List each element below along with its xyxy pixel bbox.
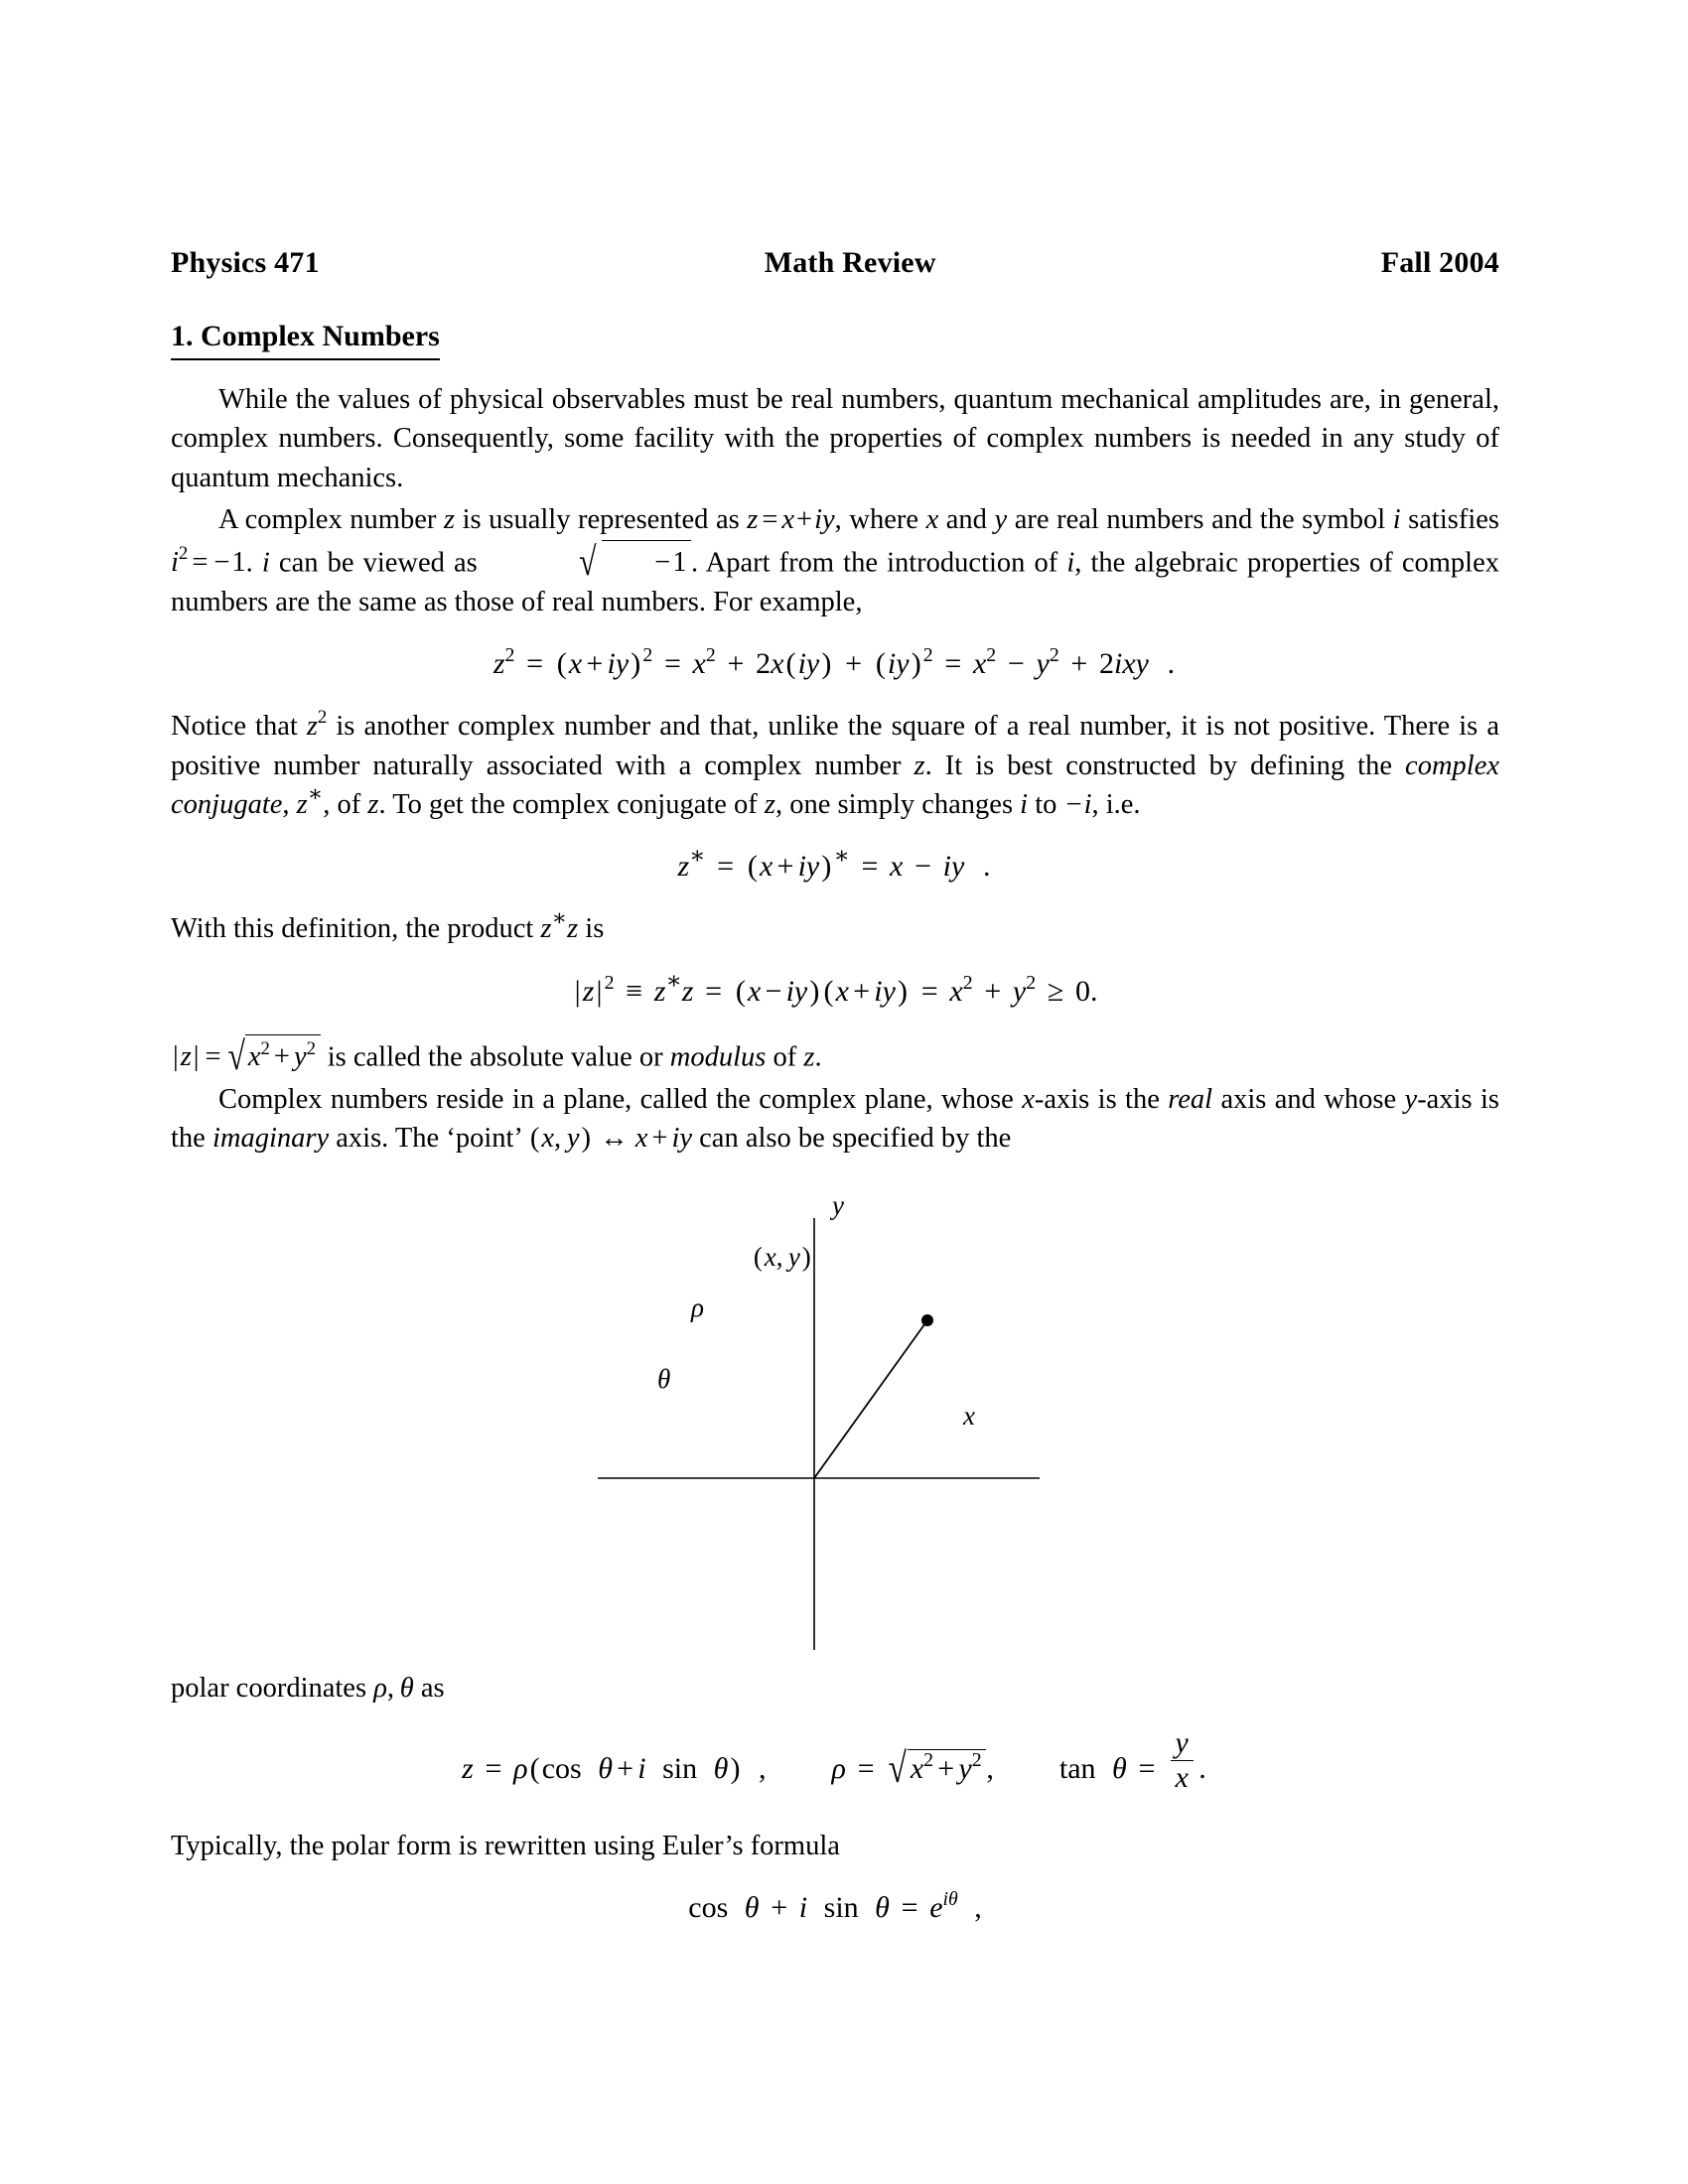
text-run: , i.e. — [1091, 789, 1141, 821]
paragraph-intro: While the values of physical observables must be real numbers, quantum mechanical amplitudes are, in general, complex numbers. Consequently, some facility with the properties of complex numbers is needed in any study of quantum mechanics. — [171, 384, 1499, 493]
math-i: i — [1392, 504, 1401, 536]
figure-complex-plane — [171, 1188, 1499, 1655]
text-run: and — [938, 504, 995, 536]
text-run: is another complex number and that, unlike the square of a real number, it is not positive. There is a positive number naturally associated with a complex number — [171, 711, 1499, 781]
section-heading: 1. Complex Numbers — [171, 320, 440, 360]
term-imaginary: imaginary — [211, 1123, 330, 1155]
radius-ray — [814, 1320, 927, 1478]
text-run: , where — [834, 504, 926, 536]
exponent-i-theta: iθ — [942, 1888, 958, 1911]
text-run: is — [578, 913, 605, 945]
complex-plane-diagram — [171, 1188, 1499, 1655]
math-sqrt-x2-plus-y2: √ $x^2 + y^2$ — [225, 1034, 321, 1077]
math-z: z — [443, 504, 455, 536]
page-content — [171, 246, 1499, 1951]
math-z: z — [764, 789, 775, 821]
text-run: . — [245, 547, 262, 579]
paragraph-euler: Typically, the polar form is rewritten using Euler’s formula — [171, 1830, 840, 1861]
course-name: Physics 471 — [171, 246, 320, 279]
text-run: , — [282, 789, 297, 821]
term-label: Fall 2004 — [1380, 246, 1499, 279]
equation-polar-form: z = ρ(cos θ + i sin θ) , ρ = √ $x^2 + y^2$ , tan θ = $\frac{y}{x}$ . — [462, 1725, 1206, 1794]
axis-label-y: y — [832, 1189, 844, 1220]
math-x: x — [1022, 1083, 1035, 1115]
text-run: to — [1028, 789, 1064, 821]
text-run: axis. The ‘point’ — [329, 1123, 528, 1155]
paragraph-modulus — [171, 1034, 1499, 1077]
label-theta: θ — [657, 1363, 671, 1394]
equation-modulus-squared: |z| $^2$ ≡ z∗z = (x − iy) $(x + iy) = x^2 + y^2 \ge 0$. — [574, 968, 1098, 1008]
text-run: . It is best constructed by defining the — [924, 750, 1406, 781]
text-run: Complex numbers reside in a plane, called the complex plane, whose — [218, 1083, 1023, 1115]
math-z-squared: $z^2$ — [306, 707, 328, 743]
text-run: -axis is the — [1034, 1083, 1169, 1115]
math-x-plus-iy: x + iy — [634, 1123, 693, 1155]
text-run: of — [766, 1041, 804, 1073]
text-run: as — [413, 1672, 445, 1704]
text-run: is usually represented as — [455, 504, 748, 536]
math-z-eq-x-plus-iy: z = x+iy — [747, 504, 835, 536]
text-run: . To get the complex conjugate of — [378, 789, 765, 821]
term-complex-conjugate: complex conjugate — [171, 750, 1499, 821]
equation-z-squared-expansion: $z^2 = (x + iy) ^2 = x^2 + 2x(iy) + (iy) ^2 = x^2 - y^2 + 2ixy$ . — [492, 643, 1176, 681]
math-z: z — [914, 750, 925, 781]
text-run: satisfies — [1400, 504, 1499, 536]
text-run: -axis is the — [171, 1083, 1499, 1155]
text-run: can be viewed as — [269, 547, 487, 579]
math-minus-i: −i — [1065, 789, 1092, 821]
section-heading-wrap — [171, 320, 1499, 380]
equation-conjugate-definition: z∗ = (x + iy)∗ = x − iy . — [677, 844, 991, 884]
paragraph-complex-plane — [171, 1080, 1499, 1159]
math-i: i — [261, 547, 270, 579]
equation-euler-formula: cos θ + i $\sin \theta = e^{i\theta}$ , — [688, 1888, 982, 1925]
text-run: , of — [323, 789, 368, 821]
term-modulus: modulus — [669, 1041, 767, 1073]
text-run: polar coordinates — [171, 1672, 374, 1704]
math-x: x — [925, 504, 939, 536]
text-run: . Apart from the introduction of — [691, 547, 1067, 579]
text-run: . — [814, 1041, 822, 1073]
math-sqrt-neg-one: √ −1 — [487, 540, 691, 583]
fraction-y-over-x: $\frac{y}{x}$ — [1171, 1727, 1194, 1795]
text-run: With this definition, the product — [171, 913, 541, 945]
math-i: i — [1066, 547, 1075, 579]
text-run: ↔ — [593, 1123, 635, 1155]
text-run: are real numbers and the symbol — [1007, 504, 1393, 536]
math-z: z — [803, 1041, 815, 1073]
label-point-xy: (x, y) — [753, 1241, 811, 1272]
text-run: axis and whose — [1212, 1083, 1405, 1115]
text-run: A complex number — [218, 504, 444, 536]
paragraph-polar-coordinates — [171, 1669, 1499, 1707]
math-i-squared: $i^2 = -1$ — [171, 543, 246, 579]
text-run: , the algebraic properties of complex numbers are the same as those of real numbers. For example, — [171, 547, 1499, 617]
document-title: Math Review — [764, 246, 936, 279]
text-run: , one simply changes — [775, 789, 1021, 821]
axis-label-x: x — [963, 1400, 975, 1431]
running-head — [171, 246, 1499, 280]
paragraph-product — [171, 905, 1499, 948]
math-abs-z-equals-sqrt: |z| = √ $x^2 + y^2$ — [171, 1041, 321, 1072]
text-run: is called the absolute value or — [320, 1041, 670, 1073]
math-point-xy: (x, y) — [529, 1123, 592, 1155]
paragraph-conjugate — [171, 707, 1499, 824]
label-rho: ρ — [691, 1292, 704, 1322]
math-z-star: z∗ — [296, 781, 324, 821]
math-z-star-z: z∗z — [540, 905, 579, 945]
paragraph-complex-number — [171, 500, 1499, 621]
text-run: Notice that — [171, 711, 307, 743]
math-y: y — [994, 504, 1008, 536]
math-rho-theta: ρ, θ — [373, 1672, 414, 1704]
math-sqrt-x2-plus-y2: √ $x^2 + y^2$ — [886, 1749, 986, 1786]
term-real: real — [1168, 1083, 1213, 1115]
point-marker — [921, 1314, 933, 1326]
math-z: z — [367, 789, 379, 821]
math-i: i — [1020, 789, 1029, 821]
math-y: y — [1404, 1083, 1418, 1115]
text-run: can also be specified by the — [692, 1123, 1012, 1155]
